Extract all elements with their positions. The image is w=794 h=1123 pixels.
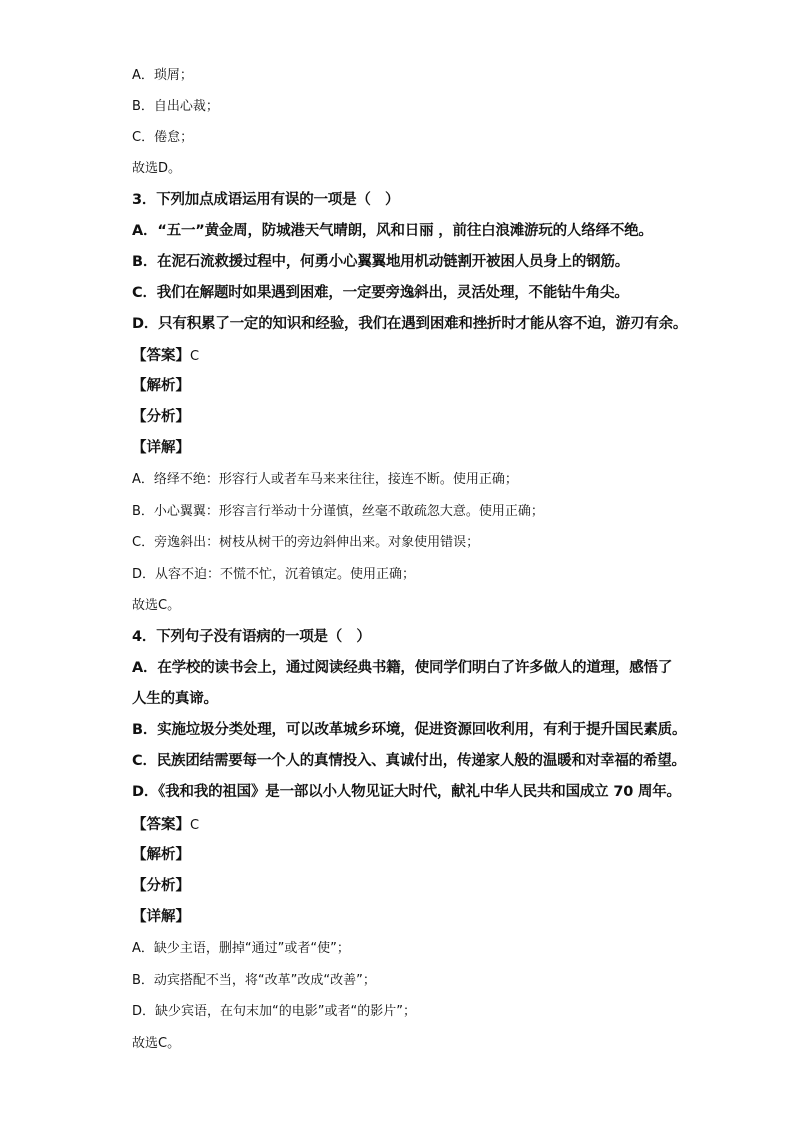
q3-answer [132, 345, 199, 367]
q3-detail-b: B．小心翼翼：形容言行举动十分谨慎，丝毫不敢疏忽大意。使用正确； [132, 504, 544, 519]
q4-detail-a: A．缺少主语，删掉“通过”或者“使”； [132, 941, 350, 956]
q4-option-a-cont: 人生的真谛。 [132, 691, 218, 707]
q4-answer [132, 814, 199, 836]
q4-conclusion: 故选C。 [132, 1036, 181, 1051]
q4-detail-label: 【详解】 [132, 909, 190, 925]
q3-analysis-label: 【解析】 [132, 378, 190, 394]
q3-detail-label: 【详解】 [132, 440, 190, 456]
q3-conclusion: 故选C。 [132, 598, 181, 613]
q3-fenxi-label: 【分析】 [132, 409, 190, 425]
q3-stem: 3．下列加点成语运用有误的一项是（ ） [132, 192, 400, 208]
answer-label: 【答案】 [132, 817, 190, 833]
q2-explanation-b: B．自出心裁； [132, 99, 219, 114]
q3-option-a: A．“五一”黄金周，防城港天气晴朗，风和日丽 ，前往白浪滩游玩的人络绎不绝。 [132, 223, 653, 239]
answer-value: C [190, 349, 200, 364]
q2-conclusion: 故选D。 [132, 161, 182, 176]
q3-detail-a: A．络绎不绝：形容行人或者车马来来往往，接连不断。使用正确； [132, 472, 518, 487]
answer-label: 【答案】 [132, 348, 190, 364]
q3-detail-d: D．从容不迫：不慌不忙，沉着镇定。使用正确； [132, 567, 416, 582]
answer-value: C [190, 818, 200, 833]
q4-detail-b: B．动宾搭配不当，将“改革”改成“改善”； [132, 973, 376, 988]
q2-explanation-a: A．琐屑； [132, 68, 193, 83]
q4-option-d: D．《我和我的祖国》是一部以小人物见证大时代，献礼中华人民共和国成立 70 周年。 [132, 784, 681, 800]
q4-analysis-label: 【解析】 [132, 847, 190, 863]
q2-explanation-c: C．倦怠； [132, 130, 194, 145]
q4-option-a: A．在学校的读书会上，通过阅读经典书籍，使同学们明白了许多做人的道理，感悟了 [132, 660, 673, 676]
q4-fenxi-label: 【分析】 [132, 878, 190, 894]
q3-option-b: B．在泥石流救援过程中，何勇小心翼翼地用机动链割开被困人员身上的钢筋。 [132, 254, 630, 270]
q4-option-c: C．民族团结需要每一个人的真情投入、真诚付出，传递家人般的温暖和对幸福的希望。 [132, 753, 686, 769]
q4-stem: 4．下列句子没有语病的一项是（ ） [132, 629, 371, 645]
q4-detail-d: D．缺少宾语，在句末加“的电影”或者“的影片”； [132, 1004, 416, 1019]
q3-option-c: C．我们在解题时如果遇到困难，一定要旁逸斜出，灵活处理，不能钻牛角尖。 [132, 285, 629, 301]
q3-option-d: D．只有积累了一定的知识和经验，我们在遇到困难和挫折时才能从容不迫，游刃有余。 [132, 316, 688, 332]
q4-option-b: B．实施垃圾分类处理，可以改革城乡环境，促进资源回收利用，有利于提升国民素质。 [132, 722, 687, 738]
q3-detail-c: C．旁逸斜出：树枝从树干的旁边斜伸出来。对象使用错误； [132, 535, 480, 550]
